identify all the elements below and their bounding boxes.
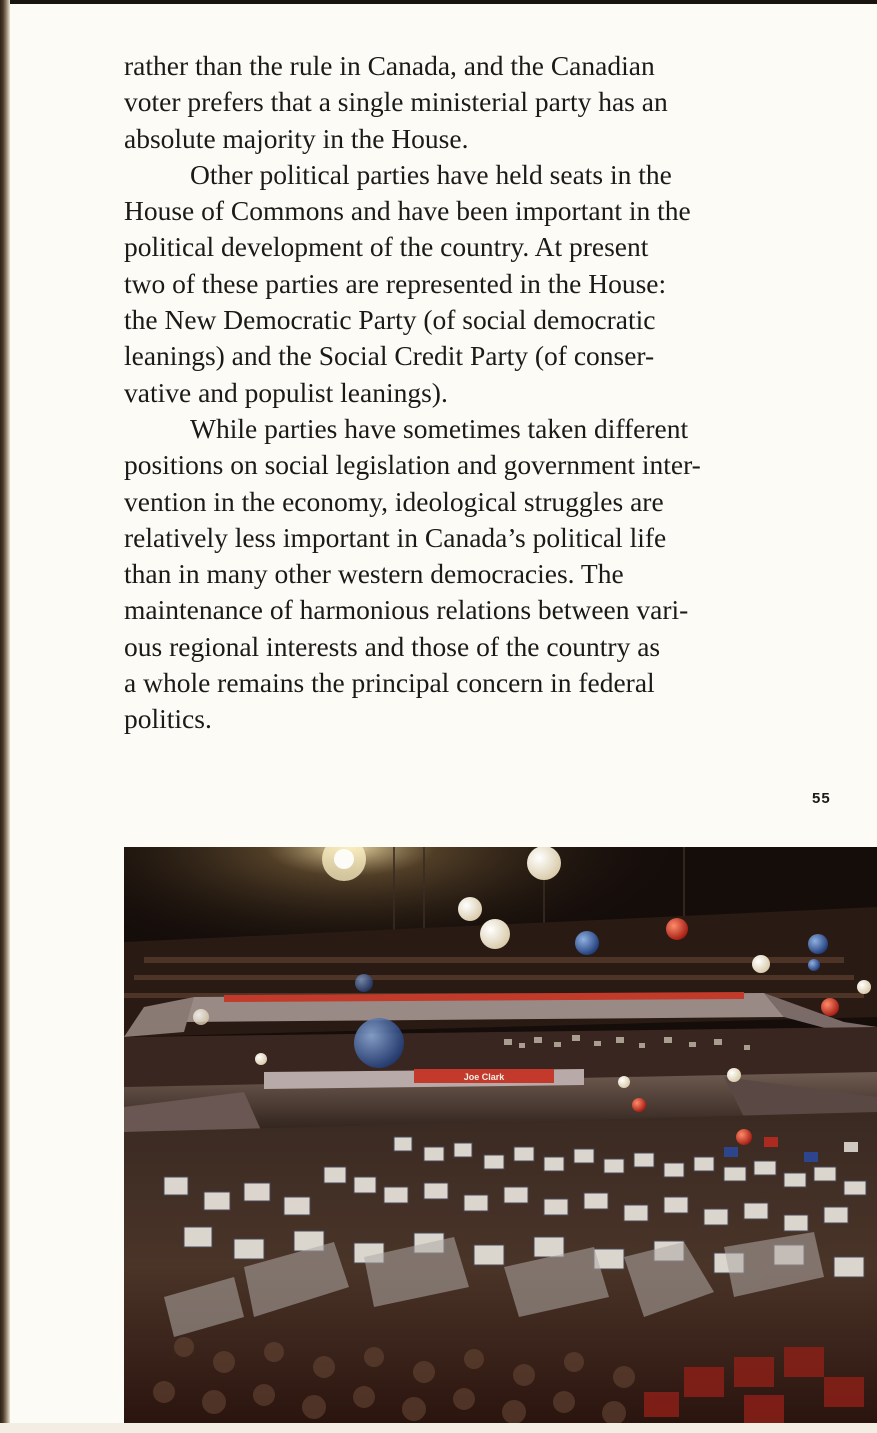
text-line: absolute majority in the House. <box>124 122 469 154</box>
page-binding-edge <box>0 0 10 1433</box>
banner-text: Joe Clark <box>463 1072 505 1082</box>
body-text <box>124 48 792 738</box>
convention-hall-photo <box>124 847 877 1423</box>
text-line: political development of the country. At present <box>124 231 649 263</box>
photo-illustration <box>124 847 877 1423</box>
text-line: Other political parties have held seats in the <box>190 158 672 190</box>
text-line: vention in the economy, ideological struggles are <box>124 485 664 517</box>
text-line: rather than the rule in Canada, and the Canadian <box>124 50 655 81</box>
paragraph-1 <box>124 48 792 157</box>
text-line: than in many other western democracies. The <box>124 558 624 590</box>
page-number: 55 <box>812 790 831 807</box>
text-line: a whole remains the principal concern in federal <box>124 667 655 699</box>
text-line: relatively less important in Canada’s political life <box>124 521 667 553</box>
paragraph-3 <box>124 411 792 738</box>
top-edge-rule <box>0 0 877 4</box>
text-line: House of Commons and have been important in the <box>124 195 691 227</box>
text-line: ous regional interests and those of the country as <box>124 630 661 662</box>
text-line: politics. <box>124 703 212 735</box>
text-line: voter prefers that a single ministerial party has an <box>124 86 668 118</box>
paragraph-2 <box>124 157 792 411</box>
text-line: maintenance of harmonious relations between vari- <box>124 594 689 626</box>
text-line: vative and populist leanings). <box>124 376 448 408</box>
text-line: positions on social legislation and government inter- <box>124 449 701 481</box>
text-line: two of these parties are represented in the House: <box>124 267 667 299</box>
text-line: While parties have sometimes taken different <box>190 412 689 444</box>
text-line: the New Democratic Party (of social democratic <box>124 304 656 336</box>
text-line: leanings) and the Social Credit Party (of conser- <box>124 340 655 372</box>
bottom-page-edge <box>0 1423 877 1433</box>
